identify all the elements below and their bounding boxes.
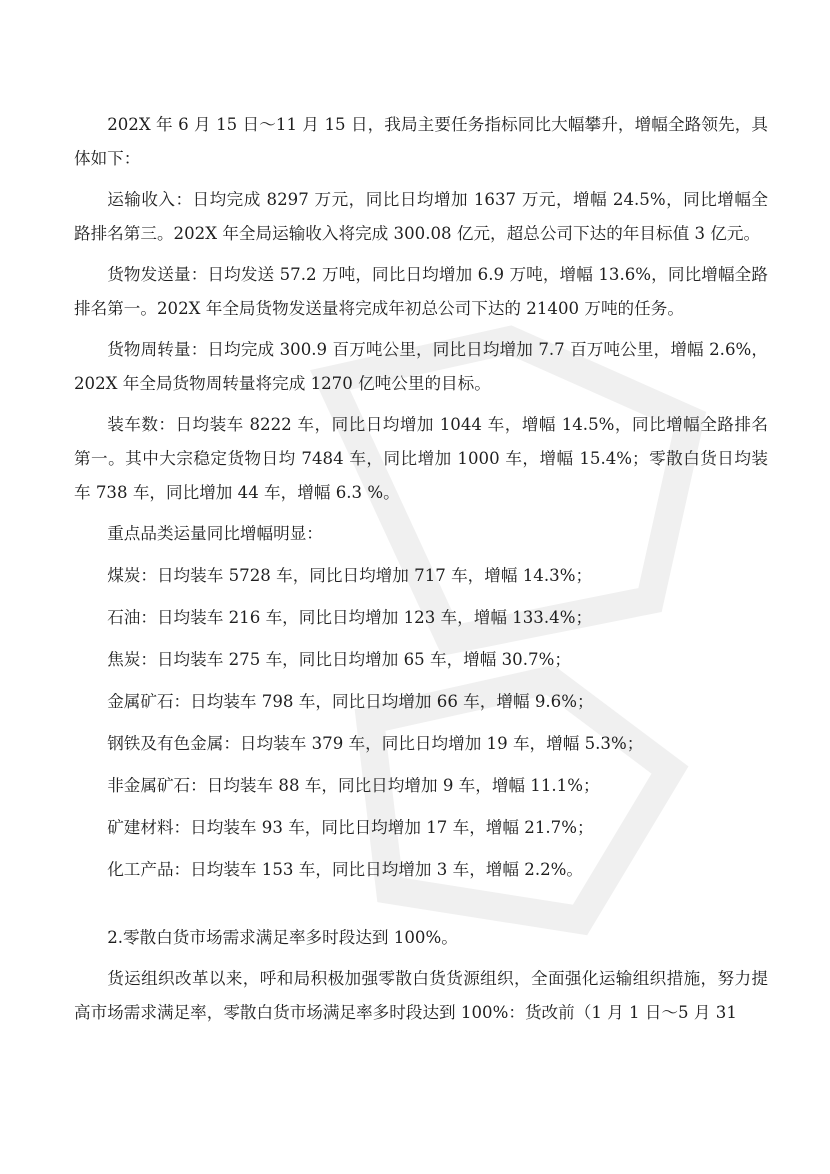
freight-shipment-paragraph: 货物发送量：日均发送 57.2 万吨，同比日均增加 6.9 万吨，增幅 13.6%，同比增幅全路排名第一。202X 年全局货物发送量将完成年初总公司下达的 21400 万吨的任务。: [74, 265, 768, 318]
category-construction-materials: 矿建材料：日均装车 93 车，同比日均增加 17 车，增幅 21.7%；: [107, 818, 594, 837]
category-coke: 焦炭：日均装车 275 车，同比日均增加 65 车，增幅 30.7%；: [107, 650, 571, 669]
category-nonmetal-ore: 非金属矿石：日均装车 88 车，同比日均增加 9 车，增幅 11.1%；: [107, 776, 600, 795]
category-metal-ore: 金属矿石：日均装车 798 车，同比日均增加 66 车，增幅 9.6%；: [107, 692, 594, 711]
section-2-heading: 2.零散白货市场需求满足率多时段达到 100%。: [107, 928, 458, 947]
category-oil: 石油：日均装车 216 车，同比日均增加 123 车，增幅 133.4%；: [107, 608, 593, 627]
category-steel: 钢铁及有色金属：日均装车 379 车，同比日均增加 19 车，增幅 5.3%；: [107, 734, 644, 753]
section-2-body: 货运组织改革以来，呼和局积极加强零散白货货源组织，全面强化运输组织措施，努力提高市场需求满足率，零散白货市场满足率多时段达到 100%：货改前（1 月 1 日～5 月 31: [74, 969, 768, 1022]
category-chemical-products: 化工产品：日均装车 153 车，同比日均增加 3 车，增幅 2.2%。: [107, 860, 584, 879]
category-coal: 煤炭：日均装车 5728 车，同比日均增加 717 车，增幅 14.3%；: [107, 566, 593, 585]
freight-turnover-paragraph: 货物周转量：日均完成 300.9 百万吨公里，同比日均增加 7.7 百万吨公里，增幅 2.6%，202X 年全局货物周转量将完成 1270 亿吨公里的目标。: [74, 340, 768, 393]
document-page: [74, 108, 768, 1037]
intro-paragraph: 202X 年 6 月 15 日～11 月 15 日，我局主要任务指标同比大幅攀升，增幅全路领先，具体如下：: [74, 115, 768, 168]
key-categories-heading: 重点品类运量同比增幅明显：: [107, 524, 323, 543]
car-loading-paragraph: 装车数：日均装车 8222 车，同比日均增加 1044 车，增幅 14.5%，同比增幅全路排名第一。其中大宗稳定货物日均 7484 车，同比增加 1000 车，增幅 15.4%；零散白货日均装车 738 车，同比增加 44 车，增幅 6.3 %。: [74, 415, 768, 502]
revenue-paragraph: 运输收入：日均完成 8297 万元，同比日均增加 1637 万元，增幅 24.5%，同比增幅全路排名第三。202X 年全局运输收入将完成 300.08 亿元，超总公司下达的年目标值 3 亿元。: [74, 190, 768, 243]
